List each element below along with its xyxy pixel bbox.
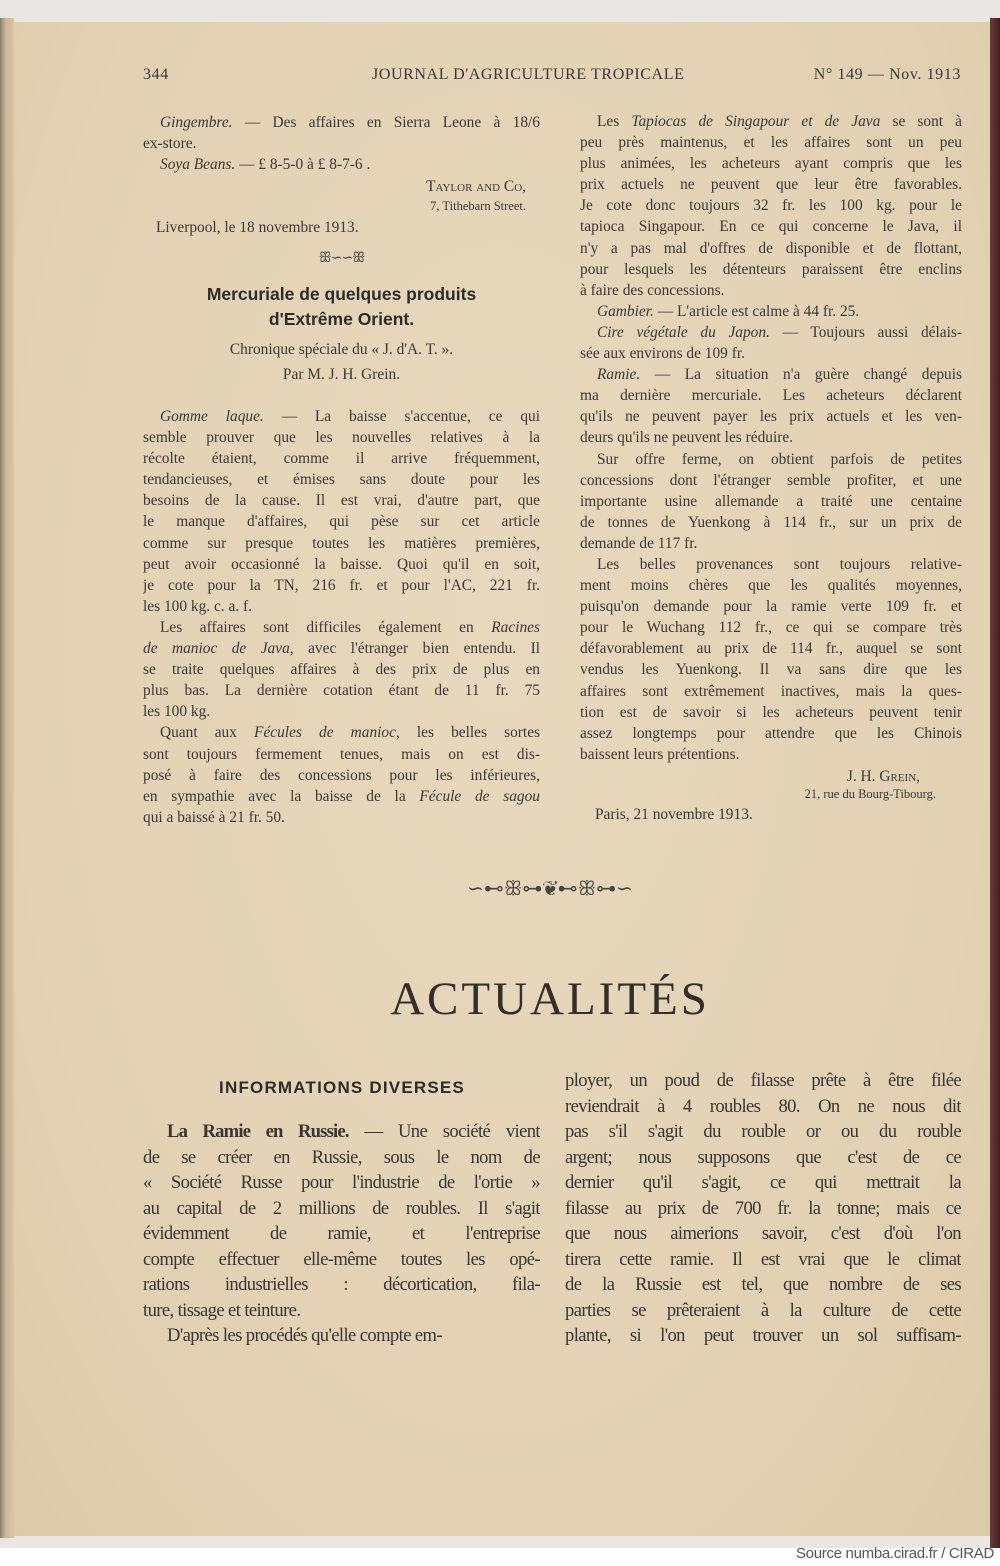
italic-term: Gambier. <box>597 302 654 320</box>
text-line: pas s'il s'agit du rouble or ou du rouble <box>565 1121 961 1142</box>
text-segment: — La situation n'a guère changé depuis <box>640 366 962 384</box>
text-line: Sur offre ferme, on obtient parfois de petites <box>597 450 962 468</box>
subsection-title: INFORMATIONS DIVERSES <box>219 1078 465 1097</box>
text-line: posé à faire des concessions pour les inférieures, <box>143 766 540 784</box>
text-line: évidemment de ramie, et l'entreprise <box>143 1223 540 1244</box>
text-line: à faire des concessions. <box>580 281 725 299</box>
page-stack-edge <box>0 18 14 1538</box>
paragraph <box>580 111 962 301</box>
text-line: comme sur presque toutes les matières premières, <box>143 534 540 552</box>
text-segment: en sympathie avec la baisse de la <box>143 787 420 805</box>
text-line: ex-store. <box>143 135 197 153</box>
text-line: se traite quelques affaires à des prix de plus en <box>143 661 540 679</box>
text-line: je cote pour la TN, 216 fr. et pour l'AC, 221 fr. <box>143 576 540 594</box>
text-line <box>143 722 540 743</box>
text-line: prix actuels ne peuvent que leur être favorables. <box>580 176 962 194</box>
text-line: tion est de savoir si les acheteurs peuvent tenir <box>580 703 962 721</box>
text-segment: — Une société vient <box>348 1121 540 1142</box>
text-segment: , avec l'étranger bien entendu. Il <box>289 640 540 658</box>
text-line: de la Russie est tel, que nombre de ses <box>565 1274 961 1295</box>
text-line: sont toujours fermement tenues, mais on est dis- <box>143 745 540 763</box>
text-line: deurs qu'ils ne peuvent les réduire. <box>580 429 794 447</box>
text-line: qui a baissé à 21 fr. 50. <box>143 808 285 826</box>
paragraph <box>580 301 962 322</box>
text-line: ture, tissage et teinture. <box>143 1299 301 1321</box>
text-segment: — L'article est calme à 44 fr. 25. <box>653 302 860 320</box>
paragraph <box>143 112 540 154</box>
section-title: ACTUALITÉS <box>390 973 710 1025</box>
issue-number: N° 149 — Nov. 1913 <box>813 66 961 83</box>
source-credit: Source numba.cirad.fr / CIRAD <box>795 1545 994 1562</box>
text-line <box>143 406 540 427</box>
text-line: peut avoir occasionné la baisse. Quoi qu'il en soit, <box>143 555 540 573</box>
text-segment: Les affaires sont difficiles également en <box>160 618 492 636</box>
text-line: Les belles provenances sont toujours relative- <box>597 555 962 573</box>
text-line: argent; nous supposons que c'est de ce <box>565 1146 961 1168</box>
text-line: tapioca Singapour. En ce qui concerne le Java, il <box>580 218 962 236</box>
text-line: tirera cette ramie. Il est vrai que le climat <box>565 1248 961 1270</box>
article-title-line2: d'Extrême Orient. <box>268 309 415 330</box>
text-line: dernier qu'il s'agit, ce qui mettrait la <box>565 1172 961 1193</box>
text-line: besoins de la cause. Il est vrai, d'autre part, que <box>143 492 540 510</box>
text-segment: Quant aux <box>160 724 255 742</box>
bottom-right-column <box>565 1068 961 1349</box>
text-line <box>143 154 540 175</box>
text-line: baissent leurs prétentions. <box>580 745 740 763</box>
text-line: qu'ils ne peuvent payer les prix actuels et les ven- <box>580 408 962 426</box>
text-segment: — La baisse s'accentue, ce qui <box>263 408 540 425</box>
bottom-left-column <box>143 1119 540 1349</box>
text-line <box>580 111 962 132</box>
dateline-paris: Paris, 21 novembre 1913. <box>595 805 753 823</box>
left-column-text <box>143 406 540 828</box>
italic-term: Gingembre. <box>160 114 233 131</box>
article-title-line1: Mercuriale de quelques produits <box>206 284 477 305</box>
paragraph <box>143 1323 540 1349</box>
running-header <box>143 66 961 88</box>
text-line: le manque d'affaires, qui pèse sur cet article <box>143 513 540 531</box>
italic-term: de manioc de Java <box>143 640 290 658</box>
paragraph <box>143 406 540 617</box>
dateline-liverpool: Liverpool, le 18 novembre 1913. <box>156 219 359 237</box>
text-line: de tonnes de Yuenkong à 114 fr., sur un prix de <box>580 513 962 531</box>
text-line: de se créer en Russie, sous le nom de <box>143 1146 540 1168</box>
text-line: au capital de 2 millions de roubles. Il s'agit <box>143 1197 540 1219</box>
text-line: peu près maintenus, et les affaires sont un peu <box>580 134 962 152</box>
signature-company: Taylor and Co, <box>426 178 526 196</box>
text-line: les 100 kg. <box>143 703 211 721</box>
text-line: tendancieuses, et émises sans doute pour les <box>143 471 540 489</box>
book-binding <box>990 18 1000 1548</box>
signature-address: 7, Tithebarn Street. <box>430 199 526 214</box>
text-segment: — Toujours aussi délais- <box>769 323 962 341</box>
text-line: plus animées, les acheteurs ayant compris que les <box>580 155 962 173</box>
italic-term: Racines <box>491 618 540 636</box>
text-line: plante, si l'on peut trouver un sol suffisam- <box>565 1325 961 1346</box>
text-line: pour lesquels les détenteurs paraissent être enclins <box>580 260 962 278</box>
text-segment: , les belles sortes <box>395 724 540 742</box>
text-line: sée aux environs de 109 fr. <box>580 345 745 363</box>
text-segment: Les <box>597 113 632 130</box>
text-line: « Société Russe pour l'industrie de l'ortie » <box>143 1172 540 1193</box>
text-line: Je cote donc toujours 32 fr. les 100 kg. pour le <box>580 197 962 215</box>
text-line <box>143 638 540 659</box>
journal-title: JOURNAL D'AGRICULTURE TROPICALE <box>372 66 685 83</box>
text-line: défavorablement au prix de 114 fr., auquel se sont <box>580 640 962 658</box>
ornament-large-icon: ∽⊷ꕥ⊶❦⊷ꕥ⊶∽ <box>467 878 633 900</box>
text-line: semble prouver que les nouvelles relatives à la <box>143 429 540 447</box>
text-line: ment moins chères que les qualités moyennes, <box>580 577 962 595</box>
text-line: demande de 117 fr. <box>580 534 698 552</box>
text-line: pour le Wuchang 112 fr., ce qui se compare très <box>580 619 962 637</box>
signature-grein: J. H. Grein, <box>846 767 920 785</box>
paragraph <box>580 364 962 448</box>
signature-grein-address: 21, rue du Bourg-Tibourg. <box>804 786 936 801</box>
text-line: D'après les procédés qu'elle compte em- <box>167 1325 442 1346</box>
left-column <box>143 406 540 828</box>
article-subtitle: Chronique spéciale du « J. d'A. T. ». <box>229 341 454 359</box>
text-line: assez longtemps pour attendre que les Chinois <box>580 724 962 742</box>
text-line: que nous aimerions savoir, c'est d'où l'on <box>565 1223 961 1244</box>
italic-term: Cire végétale du Japon. <box>597 323 770 341</box>
paragraph <box>580 322 962 364</box>
text-line <box>143 112 540 133</box>
text-line: n'y a pas mal d'offres de disponible et de flottant, <box>580 239 962 257</box>
text-line: rations industrielles : décortication, fila- <box>143 1274 540 1295</box>
text-line: parties se prêteraient à la culture de cette <box>565 1299 961 1321</box>
paragraph <box>580 449 962 554</box>
text-line: vendus les Yuenkong. Il va sans dire que les <box>580 661 962 679</box>
text-line: compte effectuer elle-même toutes les opé- <box>143 1248 540 1270</box>
bold-lead: La Ramie en Russie. <box>167 1121 349 1142</box>
bottom-left-text <box>143 1119 540 1349</box>
text-line <box>143 786 540 807</box>
text-line: récolte étaient, comme il arrive fréquemment, <box>143 450 540 468</box>
text-line: importante usine allemande a traité une centaine <box>580 492 962 510</box>
paragraph <box>565 1068 961 1349</box>
ornament-small-icon: ꕥ∽∽ꕥ <box>318 251 365 267</box>
italic-term: Tapiocas de Singapour et de Java <box>631 113 881 130</box>
text-line: ma dernière mercuriale. Les acheteurs déclarent <box>580 387 962 405</box>
text-line <box>580 322 962 343</box>
article-byline: Par M. J. H. Grein. <box>282 366 401 384</box>
paragraph <box>143 722 540 827</box>
text-line: reviendrait à 4 roubles 80. On ne nous dit <box>565 1095 961 1117</box>
text-line: affaires sont extrêmement inactives, mais la ques- <box>580 682 962 700</box>
text-line: filasse au prix de 700 fr. la tonne; mais ce <box>565 1197 961 1219</box>
paragraph <box>143 617 540 722</box>
left-top-block <box>143 112 540 386</box>
paragraph <box>580 554 962 765</box>
italic-term: Fécules de manioc <box>254 724 396 742</box>
text-segment: se sont à <box>880 113 962 130</box>
right-column <box>580 111 962 825</box>
text-segment: — Des affaires en Sierra Leone à 18/6 <box>232 114 540 131</box>
text-line <box>580 301 962 322</box>
italic-term: Soya Beans. <box>160 156 236 174</box>
text-line: concessions dont l'étranger semble profiter, et une <box>580 471 962 489</box>
italic-term: Ramie. <box>597 366 641 384</box>
paragraph <box>143 154 540 175</box>
text-line <box>143 1119 540 1145</box>
italic-term: Gomme laque. <box>160 408 264 425</box>
text-segment: — £ 8-5-0 à £ 8-7-6 . <box>235 156 371 174</box>
market-notes <box>143 112 540 175</box>
text-line <box>580 364 962 385</box>
text-line <box>143 617 540 638</box>
bottom-right-text <box>565 1068 961 1349</box>
page-number: 344 <box>143 66 169 83</box>
text-line: les 100 kg. c. a. f. <box>143 597 252 615</box>
text-line: puisqu'on demande pour la ramie verte 109 fr. et <box>580 598 962 616</box>
paragraph <box>143 1119 540 1323</box>
right-column-text <box>580 111 962 765</box>
text-line: ployer, un poud de filasse prête à être filée <box>565 1070 961 1091</box>
text-line: plus bas. La dernière cotation étant de 11 fr. 75 <box>143 682 540 700</box>
italic-term: Fécule de sagou <box>419 787 540 805</box>
